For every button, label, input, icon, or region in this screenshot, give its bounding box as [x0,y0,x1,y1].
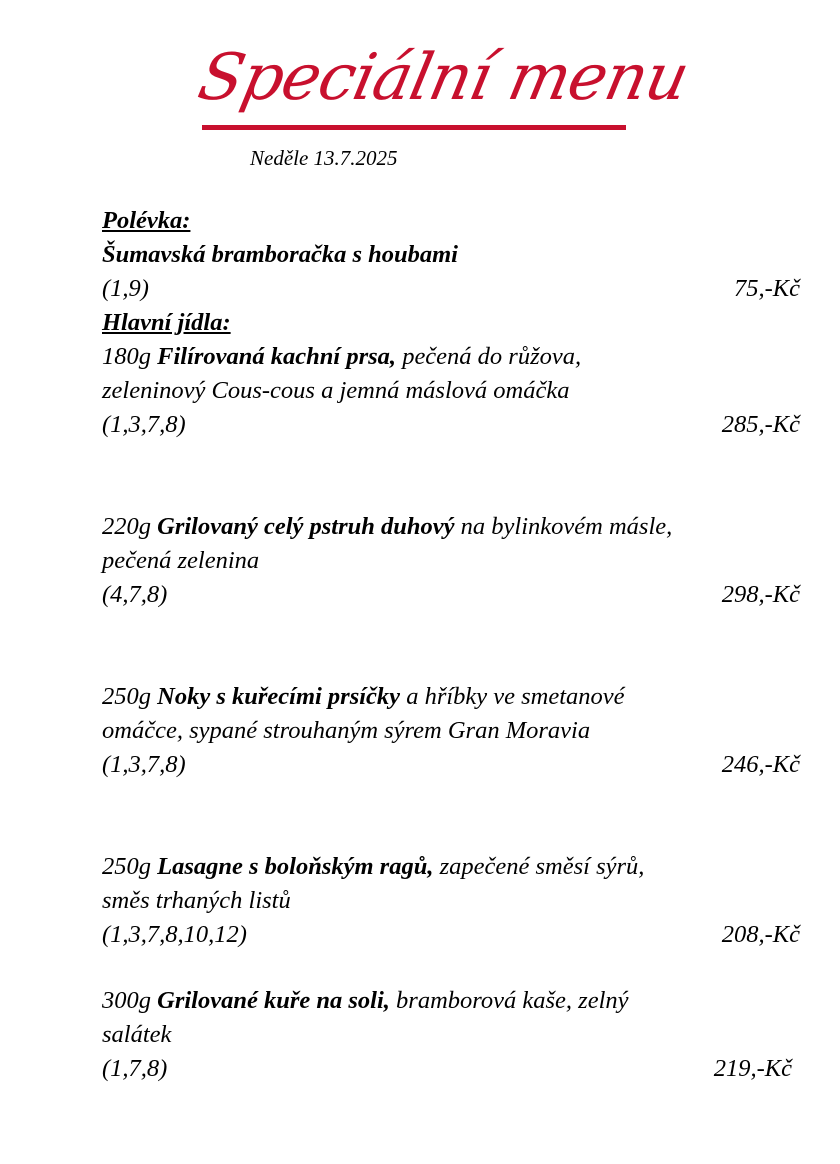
dish-4-price: 208,-Kč [721,921,800,948]
dish-4-line [102,852,644,882]
dish-5-name: Grilované kuře na soli, [157,987,390,1014]
menu-date: Neděle 13.7.2025 [250,146,398,170]
dish-5-desc: bramborová kaše, zelný [396,987,629,1014]
menu-title: Speciální menu [192,41,695,115]
dish-3-weight: 250g [102,683,151,710]
dish-2-line [102,512,672,542]
dish-2-allergens: (4,7,8) [102,581,168,608]
dish-1-desc: pečená do růžova, [402,343,582,370]
dish-3-name: Noky s kuřecími prsíčky [157,683,401,710]
soup-heading: Polévka: [102,207,191,234]
dish-1-allergens: (1,3,7,8) [102,411,186,438]
dish-1-price: 285,-Kč [721,411,800,438]
dish-4-allergens: (1,3,7,8,10,12) [102,921,247,948]
dish-4-weight: 250g [102,853,151,880]
mains-heading: Hlavní jídla: [102,309,231,336]
dish-2-price: 298,-Kč [721,581,800,608]
dish-5-price: 219,-Kč [713,1055,792,1082]
soup-allergens: (1,9) [102,275,149,302]
dish-3-line [102,682,625,712]
dish-3-allergens: (1,3,7,8) [102,751,186,778]
dish-5-desc-cont: salátek [102,1021,172,1048]
dish-3-price: 246,-Kč [721,751,800,778]
dish-2-desc-cont: pečená zelenina [102,547,260,574]
dish-4-desc-cont: směs trhaných listů [102,887,291,914]
dish-5-weight: 300g [102,987,151,1014]
title-underline [202,125,626,130]
dish-1-weight: 180g [102,343,151,370]
dish-1-line [102,342,581,372]
dish-2-weight: 220g [102,513,151,540]
dish-2-desc: na bylinkovém másle, [460,513,673,540]
dish-3-desc: a hříbky ve smetanové [406,683,625,710]
soup-name: Šumavská bramboračka s houbami [102,241,458,268]
dish-2-name: Grilovaný celý pstruh duhový [157,513,455,540]
dish-1-name: Filírovaná kachní prsa, [157,343,397,370]
dish-4-name: Lasagne s boloňským ragů, [157,853,434,880]
dish-3-desc-cont: omáčce, sypané strouhaným sýrem Gran Moravia [102,717,591,744]
dish-5-line [102,986,629,1016]
dish-5-allergens: (1,7,8) [102,1055,168,1082]
dish-1-desc-cont: zeleninový Cous-cous a jemná máslová omáčka [102,377,570,404]
soup-price: 75,-Kč [734,275,800,302]
dish-4-desc: zapečené směsí sýrů, [439,853,645,880]
